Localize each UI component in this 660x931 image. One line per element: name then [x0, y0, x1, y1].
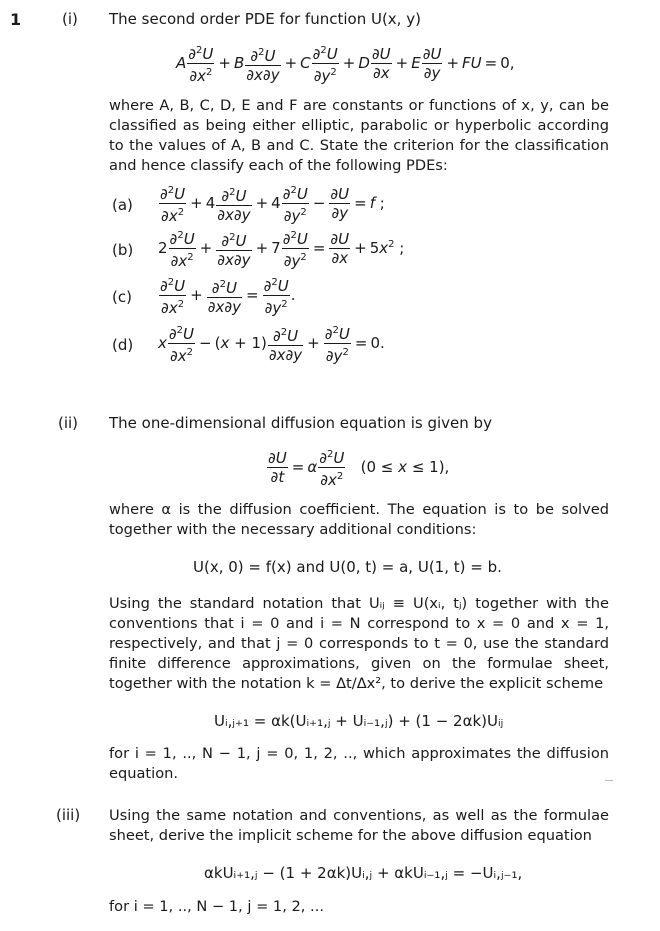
subpart-label-c: (c) — [112, 288, 132, 306]
general-pde-equation: A $\frac{\partial^2U}{\partial x^2}$ + B $\frac{\partial^2U}{\partial x\partial y}$ + C $\frac{\partial^2U}{\partial y^2}$ + D $\frac{\partial U}{\partial x}$ + E $\frac{\partial U}{\partial y}$ + FU = 0, — [176, 45, 515, 85]
subpart-label-d: (d) — [112, 336, 134, 354]
boundary-conditions: U(x, 0) = f(x) and U(0, t) = a, U(1, t) = b. — [193, 558, 502, 576]
diffusion-equation: $\frac{\partial U}{\partial t}$ = α $\frac{\partial^2U}{\partial x^2}$ (0 ≤ x ≤ 1), — [268, 449, 450, 489]
explicit-scheme: Uᵢ,ⱼ₊₁ = αk(Uᵢ₊₁,ⱼ + Uᵢ₋₁,ⱼ) + (1 − 2αk)Uᵢⱼ — [214, 712, 504, 730]
part-label-i: (i) — [62, 10, 78, 28]
part-iii-body: Using the same notation and conventions, as well as the formulae sheet, derive the implicit scheme for the above diffusion equation — [109, 807, 609, 844]
subpart-c-equation: $\frac{\partial^2U}{\partial x^2}$ + $\frac{\partial^2U}{\partial x\partial y}$ = $\frac{\partial^2U}{\partial y^2}$ . — [160, 277, 296, 317]
part-ii-intro: The one-dimensional diffusion equation is given by — [109, 414, 492, 432]
part-i-body: where A, B, C, D, E and F are constants or functions of x, y, can be classified as being either elliptic, parabolic or hyperbolic according to the values of A, B and C. State the criterion for the classification and hence classify each of the following PDEs: — [109, 97, 609, 174]
subpart-d-equation: x $\frac{\partial^2U}{\partial x^2}$ − (x + 1) $\frac{\partial^2U}{\partial x\partial y}$ + $\frac{\partial^2U}{\partial y^2}$ = 0. — [158, 325, 385, 365]
scan-mark — [605, 780, 613, 781]
part-iii-tail: for i = 1, .., N − 1, j = 1, 2, ... — [109, 898, 324, 915]
question-number: 1 — [10, 10, 22, 29]
part-label-ii: (ii) — [58, 414, 79, 432]
implicit-scheme: αkUᵢ₊₁,ⱼ − (1 + 2αk)Uᵢ,ⱼ + αkUᵢ₋₁,ⱼ = −Uᵢ,ⱼ₋₁, — [204, 864, 523, 882]
part-label-iii: (iii) — [56, 806, 81, 824]
subpart-b-equation: 2 $\frac{\partial^2U}{\partial x^2}$ + $\frac{\partial^2U}{\partial x\partial y}$ + 7 $\frac{\partial^2U}{\partial y^2}$ = $\frac{\partial U}{\partial x}$ + $5x^2$ ; — [158, 230, 405, 270]
subpart-a-equation: $\frac{\partial^2U}{\partial x^2}$ + 4 $\frac{\partial^2U}{\partial x\partial y}$ + 4 $\frac{\partial^2U}{\partial y^2}$ − $\frac{\partial U}{\partial y}$ = f ; — [160, 185, 385, 225]
part-ii-body-1: where α is the diffusion coefficient. The equation is to be solved together with the necessary additional conditions: — [109, 501, 609, 538]
part-ii-body-2: Using the standard notation that Uᵢⱼ ≡ U(xᵢ, tⱼ) together with the conventions that i = 0 and i = N correspond to x = 0 and x = 1, respectively, and that j = 0 corresponds to t = 0, use the standard finite difference approximations, given on the formulae sheet, together with the notation k = Δt/Δx², to derive the explicit scheme — [109, 595, 609, 692]
subpart-label-a: (a) — [112, 196, 133, 214]
subpart-label-b: (b) — [112, 241, 134, 259]
part-i-intro: The second order PDE for function U(x, y) — [109, 10, 421, 28]
part-ii-tail: for i = 1, .., N − 1, j = 0, 1, 2, .., which approximates the diffusion equation. — [109, 745, 609, 782]
